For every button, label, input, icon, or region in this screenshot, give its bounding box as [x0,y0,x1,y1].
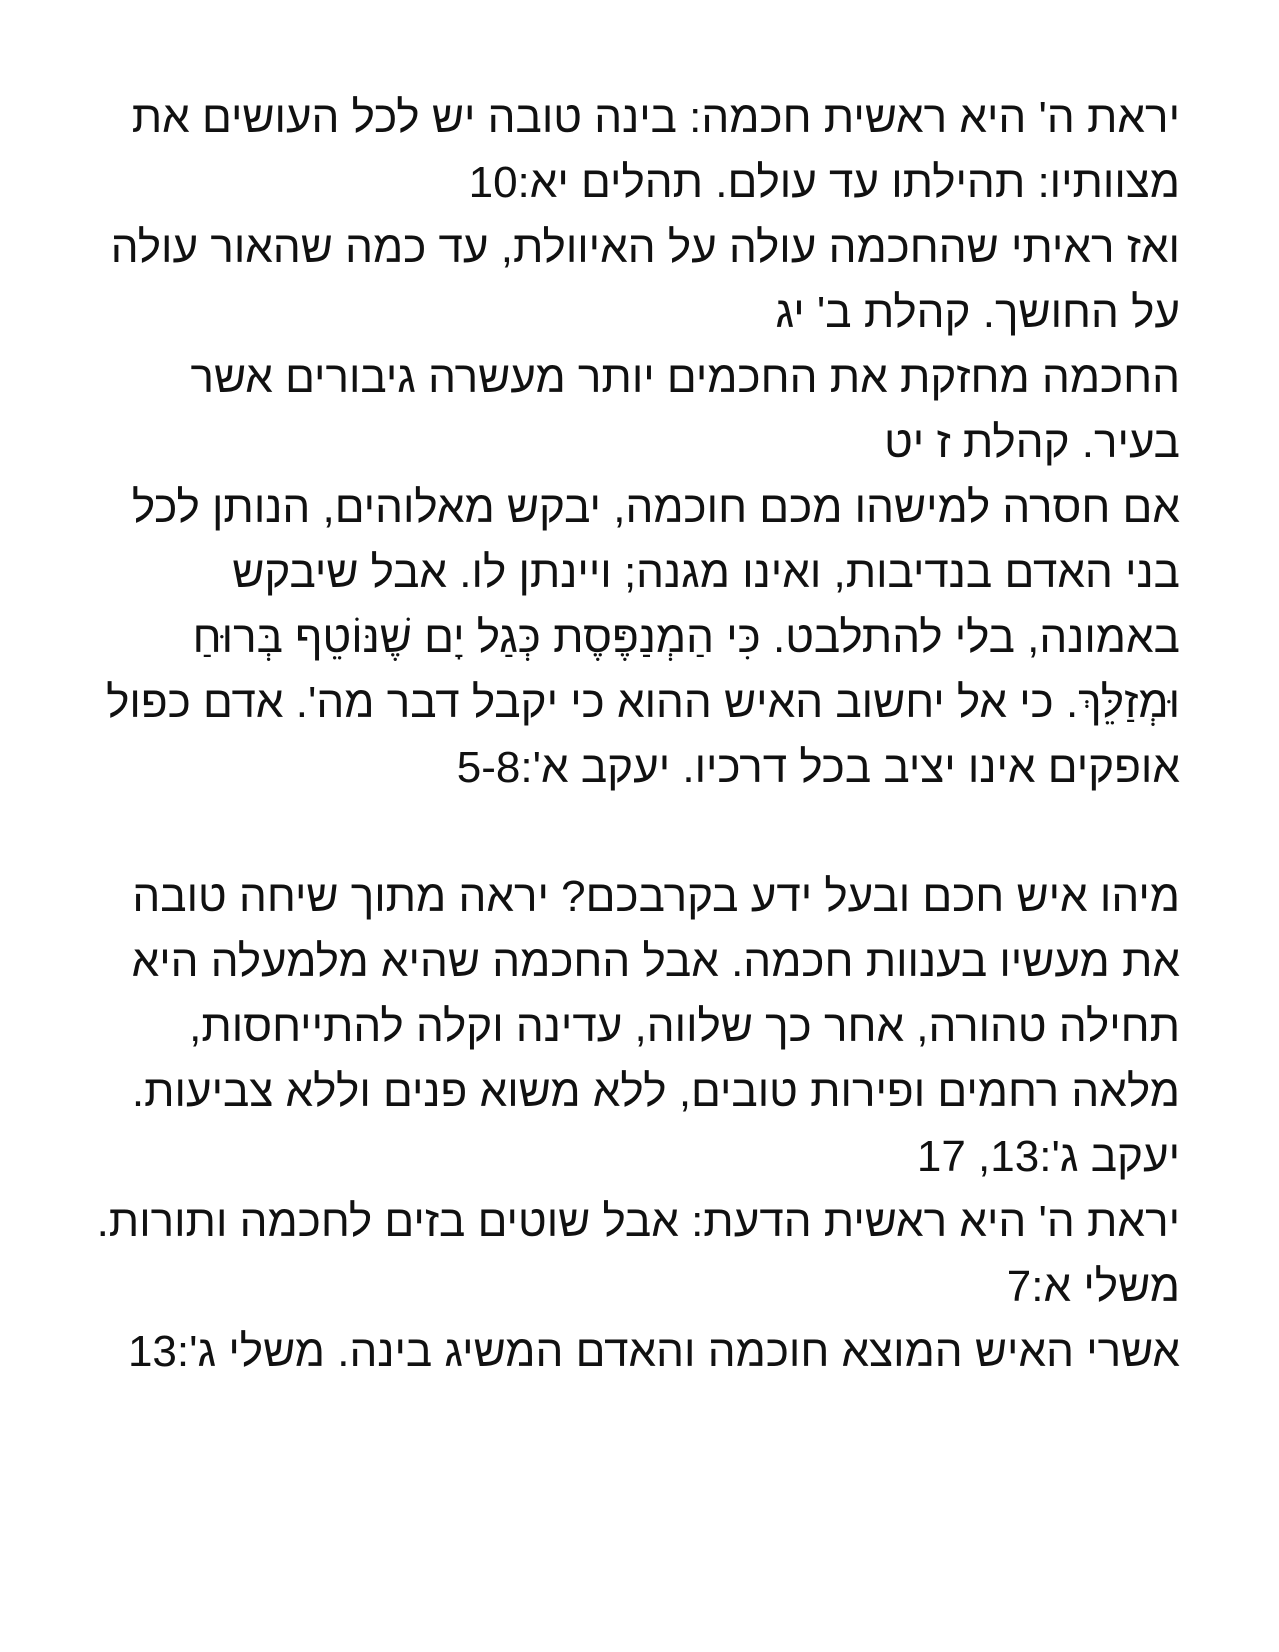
paragraph-gap [95,800,1180,864]
verse-paragraph: מיהו איש חכם ובעל ידע בקרבכם? יראה מתוך שיחה טובה את מעשיו בענוות חכמה. אבל החכמה שהיא מלמעלה היא תחילה טהורה, אחר כך שלווה, עדינה וקלה להתייחסות, מלאה רחמים ופירות טובים, ללא משוא פנים וללא צביעות. יעקב ג':13, 17 [131,872,1180,1181]
verse-paragraph: החכמה מחזקת את החכמים יותר מעשרה גיבורים אשר בעיר. קהלת ז יט [190,353,1180,467]
verse-paragraph: יראת ה' היא ראשית חכמה: בינה טובה יש לכל העושים את מצוותיו: תהילתו עד עולם. תהלים יא:10 [131,93,1180,207]
verse-paragraph: יראת ה' היא ראשית הדעת: אבל שוטים בזים לחכמה ותורות. משלי א:7 [96,1197,1180,1311]
verse-paragraph: ואז ראיתי שהחכמה עולה על האיוולת, עד כמה שהאור עולה על החושך. קהלת ב' יג [110,223,1180,337]
verse-paragraph: אשרי האיש המוצא חוכמה והאדם המשיג בינה. משלי ג':13 [127,1327,1180,1376]
verse-paragraph: אם חסרה למישהו מכם חוכמה, יבקש מאלוהים, הנותן לכל בני האדם בנדיבות, ואינו מגנה; ויינתן לו. אבל שיבקש באמונה, בלי להתלבט. כִּי הַמְנַפֶּסֶת כְּגַל יָם שֶׁנּוֹטֵף בְּרוּחַ וּמְזַלֵּךְ. כי אל יחשוב האיש ההוא כי יקבל דבר מה'. אדם כפול אופקים אינו יציב בכל דרכיו. יעקב א':5-8 [106,483,1180,792]
document-body [95,85,1180,1384]
